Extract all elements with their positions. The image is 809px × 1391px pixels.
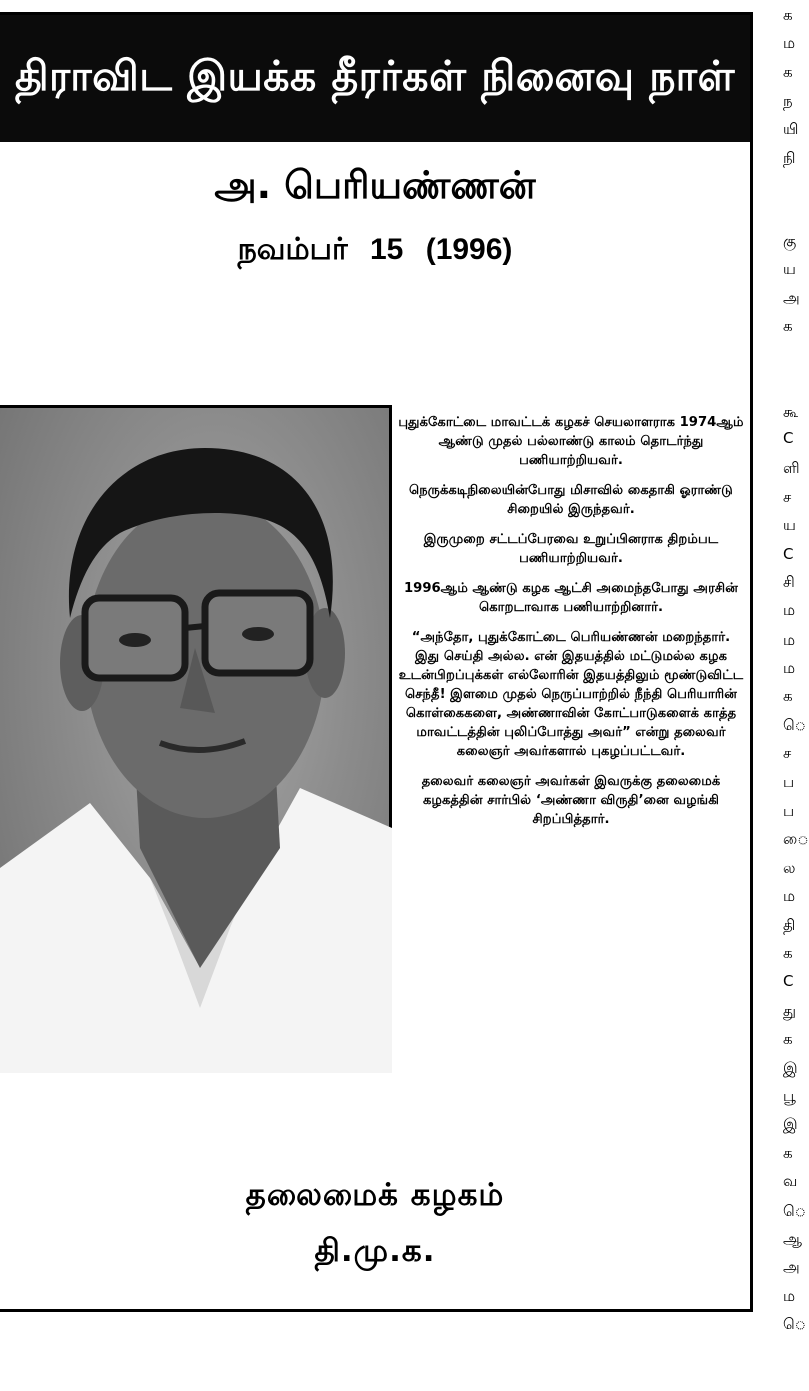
bio-paragraph: நெருக்கடிநிலையின்போது மிசாவில் கைதாகி ஓராண்டு சிறையில் இருந்தவர். <box>409 483 733 517</box>
bio-paragraph: புதுக்கோட்டை மாவட்டக் கழகச் செயலாளராக 1974ஆம் ஆண்டு முதல் பல்லாண்டு காலம் தொடர்ந்து பணியாற்றியவர். <box>398 415 744 468</box>
side-column-glyph: ெ <box>783 1201 807 1220</box>
side-column-glyph: ய <box>783 259 796 278</box>
side-column-glyph: இ <box>783 1115 798 1134</box>
side-column-glyph: ம <box>783 34 796 53</box>
footer-organization: தலைமைக் கழகம் <box>245 1177 505 1213</box>
side-column-glyph: ெ <box>783 716 807 735</box>
side-column-glyph: ச <box>783 488 792 506</box>
side-column-glyph: பூ <box>783 1087 796 1106</box>
bio-paragraph: 1996ஆம் ஆண்டு கழக ஆட்சி அமைந்தபோது அரசின் கொறடாவாக பணியாற்றினார். <box>403 581 739 615</box>
portrait-illustration <box>0 408 392 1073</box>
side-column-glyph: ெ <box>783 1315 807 1334</box>
side-column-glyph: ம <box>783 886 796 905</box>
side-column-glyph: க <box>783 317 793 336</box>
banner-title: திராவிட இயக்க தீரர்கள் நினைவு நாள் <box>0 15 750 142</box>
side-column-glyph: ம <box>783 658 796 677</box>
side-column-glyph: ம <box>783 601 796 620</box>
side-column-glyph: ை <box>783 829 809 848</box>
biography-text <box>398 413 744 840</box>
side-column-glyph: ச <box>783 744 792 763</box>
side-column-glyph: து <box>783 1001 797 1020</box>
side-column-glyph: ஆ <box>783 1229 802 1248</box>
bio-paragraph: தலைவர் கலைஞர் அவர்கள் இவருக்கு தலைமைக் கழகத்தின் சார்பில் ‘அண்ணா விருதி’னை வழங்கி சிறப்பித்தார். <box>421 774 721 827</box>
side-column-glyph: க <box>783 6 793 25</box>
side-column-glyph: நி <box>783 148 796 167</box>
person-name: அ. பெரியண்ணன் <box>214 163 536 207</box>
side-column-glyph: ம <box>783 1287 796 1306</box>
side-column-glyph: ல <box>783 858 796 877</box>
side-column-glyph: க <box>783 1144 793 1163</box>
footer-party: தி.மு.க. <box>314 1233 436 1269</box>
side-column-glyph: C <box>783 429 794 448</box>
side-column-glyph: தி <box>783 916 796 935</box>
side-column-glyph: அ <box>783 289 800 308</box>
side-column-glyph: ய <box>783 516 796 535</box>
side-column-glyph: C <box>783 972 794 991</box>
side-column-glyph: ளி <box>783 458 800 477</box>
bio-paragraph: “அந்தோ, புதுக்கோட்டை பெரியண்ணன் மறைந்தார். இது செய்தி அல்ல. என் இதயத்தில் மட்டுமல்ல கழக உடன்பிறப்புக்கள் எல்லோரின் இதயத்திலும் மூண்டுவிட்ட செந்தீ! இளமை முதல் நெருப்பாற்றில் நீந்தி பெரியாரின் கொள்கைகளை, அண்ணாவின் கோட்பாடுகளைக் காத்த மாவட்டத்தின் புலிப்போத்து அவர்” என்று தலைவர் கலைஞர் அவர்களால் புகழப்பட்டவர். <box>398 630 744 759</box>
side-column-glyph: க <box>783 63 793 82</box>
adjacent-column-text <box>783 0 809 1391</box>
side-column-glyph: இ <box>783 1058 798 1077</box>
side-column-glyph: க <box>783 1029 793 1048</box>
side-column-glyph: கு <box>783 231 797 250</box>
side-column-glyph: ந <box>783 91 793 110</box>
memorial-date: நவம்பர் 15 (1996) <box>237 233 513 266</box>
side-column-glyph: ம <box>783 630 796 649</box>
side-column-glyph: யி <box>783 119 799 138</box>
side-column-glyph: C <box>783 545 794 564</box>
bio-paragraph: இருமுறை சட்டப்பேரவை உறுப்பினராக திறம்பட பணியாற்றியவர். <box>423 532 719 566</box>
side-column-glyph: க <box>783 686 793 705</box>
side-column-glyph: கூ <box>783 402 799 421</box>
side-column-glyph: அ <box>783 1257 800 1276</box>
obituary-advertisement <box>0 12 753 1312</box>
side-column-glyph: க <box>783 944 793 963</box>
side-column-glyph: சி <box>783 573 795 592</box>
side-column-glyph: வ <box>783 1172 798 1191</box>
portrait-photo <box>0 405 392 1070</box>
side-column-glyph: ப <box>783 773 795 792</box>
side-column-glyph: ப <box>783 801 795 820</box>
